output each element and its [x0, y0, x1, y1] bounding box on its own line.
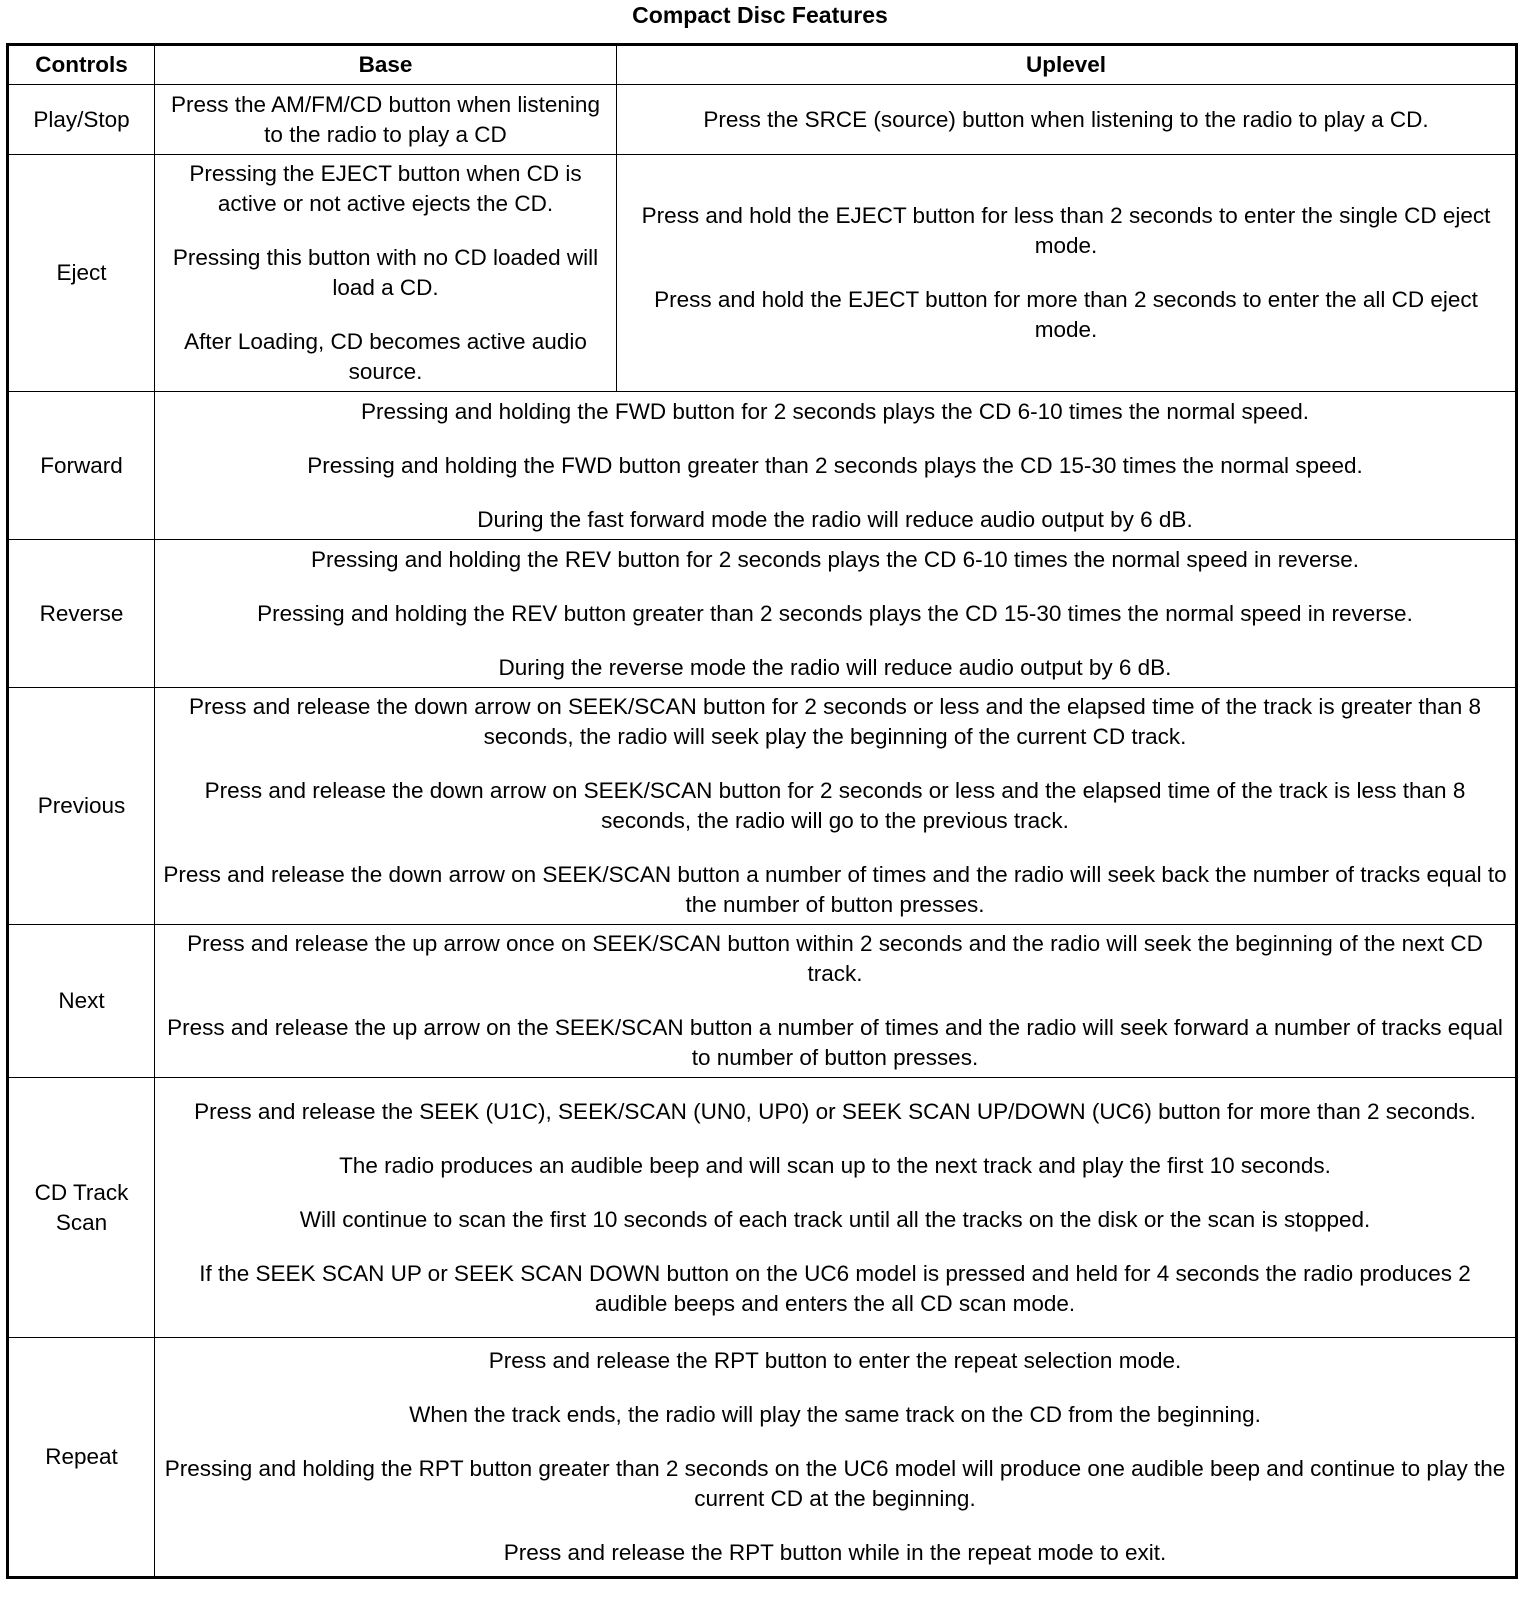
cell-text: During the reverse mode the radio will reduce audio output by 6 dB.: [498, 654, 1172, 680]
header-row: [8, 45, 1517, 85]
table-row-play-stop: [8, 85, 1517, 155]
cell-text: Press and release the RPT button to enter the repeat selection mode.: [488, 1348, 1182, 1373]
control-cell: Play/Stop: [8, 85, 155, 155]
cell-text: Pressing and holding the RPT button greater than 2 seconds on the UC6 model will produce one audible beep and continue to play the current CD at the beginning.: [164, 1456, 1506, 1511]
cell-text: Press and release the down arrow on SEEK/SCAN button for 2 seconds or less and the elapsed time of the track is greater than 8 seconds, the radio will seek play the beginning of the current CD track.: [189, 694, 1481, 749]
table-row-next: [8, 925, 1517, 1078]
cell-text: Pressing and holding the REV button greater than 2 seconds plays the CD 15-30 times the normal speed in reverse.: [257, 600, 1413, 626]
cell-text: If the SEEK SCAN UP or SEEK SCAN DOWN button on the UC6 model is pressed and held for 4 seconds the radio produces 2 audible beeps and enters the all CD scan mode.: [199, 1260, 1471, 1316]
control-cell: CD Track Scan: [8, 1078, 155, 1338]
cell-text: Press and release the up arrow once on SEEK/SCAN button within 2 seconds and the radio will seek the beginning of the next CD track.: [187, 931, 1483, 986]
merged-cell: [155, 540, 1517, 688]
cell-text: After Loading, CD becomes active audio source.: [184, 329, 587, 384]
uplevel-cell: [617, 155, 1517, 392]
cell-text: Press the AM/FM/CD button when listening to the radio to play a CD: [171, 91, 600, 147]
cell-text: Press and release the down arrow on SEEK/SCAN button a number of times and the radio will seek back the number of tracks equal to the number of button presses.: [163, 862, 1507, 917]
control-cell: Next: [8, 925, 155, 1078]
table-row-previous: [8, 688, 1517, 925]
cell-text: Press the SRCE (source) button when listening to the radio to play a CD.: [703, 106, 1429, 132]
cell-text: Pressing this button with no CD loaded will load a CD.: [172, 245, 599, 300]
cell-text: The radio produces an audible beep and will scan up to the next track and play the first 10 seconds.: [339, 1152, 1331, 1178]
control-cell: Repeat: [8, 1338, 155, 1578]
cell-text: Press and release the down arrow on SEEK/SCAN button for 2 seconds or less and the elapsed time of the track is less than 8 seconds, the radio will go to the previous track.: [204, 778, 1466, 833]
control-cell: Forward: [8, 392, 155, 540]
cell-text: Press and release the up arrow on the SEEK/SCAN button a number of times and the radio will seek forward a number of tracks equal to number of button presses.: [167, 1015, 1503, 1070]
table-row-cd-track-scan: [8, 1078, 1517, 1338]
merged-cell: [155, 925, 1517, 1078]
header-base: Base: [155, 45, 617, 85]
cell-text: Will continue to scan the first 10 seconds of each track until all the tracks on the disk or the scan is stopped.: [299, 1206, 1371, 1232]
cell-text: Press and hold the EJECT button for more than 2 seconds to enter the all CD eject mode.: [654, 287, 1478, 342]
merged-cell: [155, 688, 1517, 925]
cell-text: Press and hold the EJECT button for less than 2 seconds to enter the single CD eject mode.: [641, 203, 1491, 258]
base-cell: [155, 155, 617, 392]
merged-cell: [155, 1338, 1517, 1578]
page-title: Compact Disc Features: [632, 2, 888, 28]
header-uplevel: Uplevel: [617, 45, 1517, 85]
cd-features-table: [6, 43, 1518, 1579]
merged-cell: [155, 392, 1517, 540]
control-cell: Reverse: [8, 540, 155, 688]
header-controls: Controls: [8, 45, 155, 85]
base-cell: [155, 85, 617, 155]
table-row-repeat: [8, 1338, 1517, 1578]
cell-text: Pressing the EJECT button when CD is active or not active ejects the CD.: [189, 161, 582, 216]
table-row-forward: [8, 392, 1517, 540]
cell-text: When the track ends, the radio will play the same track on the CD from the beginning.: [409, 1402, 1261, 1427]
control-cell: Eject: [8, 155, 155, 392]
cell-text: Press and release the RPT button while in the repeat mode to exit.: [503, 1540, 1167, 1565]
cell-text: During the fast forward mode the radio will reduce audio output by 6 dB.: [477, 506, 1193, 532]
merged-cell: [155, 1078, 1517, 1338]
cell-text: Press and release the SEEK (U1C), SEEK/SCAN (UN0, UP0) or SEEK SCAN UP/DOWN (UC6) button for more than 2 seconds.: [194, 1098, 1476, 1124]
cell-text: Pressing and holding the FWD button greater than 2 seconds plays the CD 15-30 times the normal speed.: [307, 452, 1363, 478]
uplevel-cell: [617, 85, 1517, 155]
table-row-reverse: [8, 540, 1517, 688]
control-cell: Previous: [8, 688, 155, 925]
cell-text: Pressing and holding the FWD button for 2 seconds plays the CD 6-10 times the normal speed.: [361, 398, 1309, 424]
cell-text: Pressing and holding the REV button for 2 seconds plays the CD 6-10 times the normal speed in reverse.: [310, 546, 1360, 572]
table-row-eject: [8, 155, 1517, 392]
